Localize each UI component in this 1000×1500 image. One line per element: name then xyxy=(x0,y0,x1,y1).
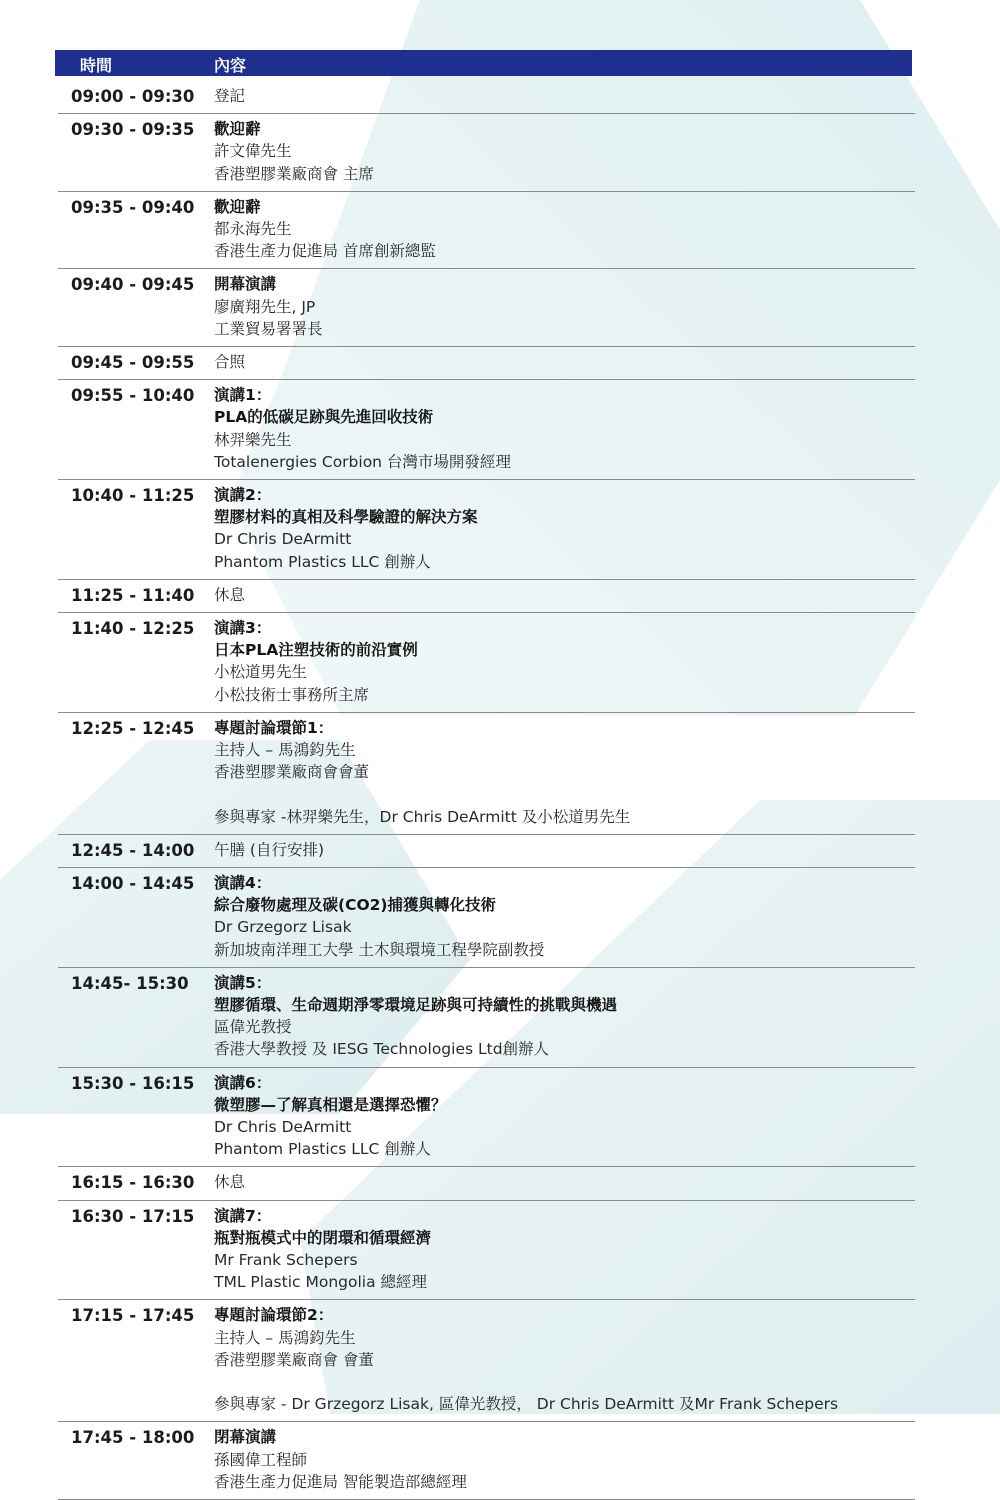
row-detail-line: 香港塑膠業廠商會 主席 xyxy=(214,164,374,183)
row-time: 14:45- 15:30 xyxy=(71,973,189,993)
schedule-row xyxy=(58,1068,915,1168)
row-detail-line: 合照 xyxy=(214,353,246,371)
row-detail-line: 新加坡南洋理工大學 土木與環境工程學院副教授 xyxy=(214,940,545,959)
row-content xyxy=(214,972,617,1061)
row-time: 14:00 - 14:45 xyxy=(71,874,195,893)
schedule-row xyxy=(58,1300,915,1422)
row-detail-line: 孫國偉工程師 xyxy=(214,1450,308,1469)
row-heading-line: 演講4： xyxy=(214,874,272,892)
row-time: 09:30 - 09:35 xyxy=(71,120,195,140)
row-detail-line: 小松技術士事務所主席 xyxy=(214,685,370,704)
row-heading-line: 閉幕演講 xyxy=(214,1428,277,1447)
row-heading-line: PLA的低碳足跡與先進回收技術 xyxy=(214,408,434,427)
row-heading-line: 綜合廢物處理及碳(CO2)捕獲與轉化技術 xyxy=(214,896,497,915)
row-detail-line: Dr Chris DeArmitt xyxy=(214,530,352,549)
row-content xyxy=(214,85,245,107)
header-time-label: 時間 xyxy=(80,56,113,75)
row-time: 09:00 - 09:30 xyxy=(71,87,195,106)
schedule-header xyxy=(55,50,912,76)
row-detail-line: 都永海先生 xyxy=(214,219,292,238)
row-detail-line: 香港大學教授 及 IESG Technologies Ltd創辦人 xyxy=(214,1040,550,1059)
row-time: 11:25 - 11:40 xyxy=(71,585,195,605)
row-detail-line: 林羿樂先生 xyxy=(214,430,292,449)
row-detail-line: 登記 xyxy=(214,87,246,105)
row-detail-line: 工業貿易署署長 xyxy=(214,319,323,338)
schedule-row xyxy=(58,613,915,713)
schedule-row xyxy=(58,347,915,380)
row-detail-line: Dr Grzegorz Lisak xyxy=(214,918,352,937)
schedule-row xyxy=(58,713,915,835)
row-detail-line: 廖廣翔先生, JP xyxy=(214,297,316,316)
row-time: 10:40 - 11:25 xyxy=(71,486,195,505)
row-detail-line: 參與專家 -林羿樂先生，Dr Chris DeArmitt 及小松道男先生 xyxy=(214,807,631,826)
row-heading-line: 歡迎辭 xyxy=(214,120,261,139)
row-detail-line xyxy=(214,1371,838,1393)
schedule-row xyxy=(58,1201,915,1301)
row-heading-line: 演講2： xyxy=(214,486,272,504)
row-content xyxy=(214,1171,245,1193)
row-detail-line: 午膳 (自行安排) xyxy=(214,840,325,859)
row-detail-line: 參與專家 - Dr Grzegorz Lisak, 區偉光教授， Dr Chris DeArmitt 及Mr Frank Schepers xyxy=(214,1395,839,1414)
row-heading-line: 歡迎辭 xyxy=(214,197,261,216)
row-heading-line: 演講5： xyxy=(214,973,272,992)
row-content xyxy=(214,872,544,961)
row-heading-line: 塑膠循環、生命週期淨零環境足跡與可持續性的挑戰與機遇 xyxy=(214,995,618,1014)
row-content xyxy=(214,717,630,828)
row-detail-line: 許文偉先生 xyxy=(214,142,292,161)
row-time: 12:45 - 14:00 xyxy=(71,840,195,860)
row-time: 09:45 - 09:55 xyxy=(71,353,195,372)
row-content xyxy=(214,273,323,340)
schedule-row xyxy=(58,81,915,114)
row-content xyxy=(214,351,245,373)
schedule-row xyxy=(58,192,915,270)
row-detail-line: 主持人 – 馬鴻鈞先生 xyxy=(214,1328,356,1347)
row-content xyxy=(214,1072,447,1161)
row-time: 15:30 - 16:15 xyxy=(71,1073,195,1093)
row-time: 17:45 - 18:00 xyxy=(71,1428,195,1448)
schedule-row xyxy=(58,480,915,580)
row-content xyxy=(214,484,478,573)
row-content xyxy=(214,1205,431,1294)
row-time: 09:55 - 10:40 xyxy=(71,386,195,406)
schedule-row xyxy=(58,580,915,613)
schedule-row xyxy=(58,1167,915,1200)
row-time: 17:15 - 17:45 xyxy=(71,1306,195,1326)
row-detail-line: 休息 xyxy=(214,1173,246,1192)
row-detail-line: Dr Chris DeArmitt xyxy=(214,1117,352,1136)
row-detail-line: 主持人 – 馬鴻鈞先生 xyxy=(214,740,356,759)
schedule-row xyxy=(58,380,915,480)
row-detail-line: 香港塑膠業廠商會會董 xyxy=(214,763,370,782)
row-time: 11:40 - 12:25 xyxy=(71,619,195,638)
row-detail-line: 香港生產力促進局 智能製造部總經理 xyxy=(214,1472,467,1491)
header-content-label: 內容 xyxy=(214,56,247,75)
row-heading-line: 專題討論環節2： xyxy=(214,1306,334,1325)
row-content xyxy=(214,196,436,263)
row-time: 09:40 - 09:45 xyxy=(71,275,195,295)
row-detail-line: 區偉光教授 xyxy=(214,1018,292,1037)
row-content xyxy=(214,1426,467,1493)
row-detail-line: Phantom Plastics LLC 創辦人 xyxy=(214,1140,431,1159)
row-time: 09:35 - 09:40 xyxy=(71,197,195,217)
row-heading-line: 演講1： xyxy=(214,386,272,405)
row-heading-line: 塑膠材料的真相及科學驗證的解決方案 xyxy=(214,508,478,527)
row-content xyxy=(214,584,245,606)
row-time: 12:25 - 12:45 xyxy=(71,718,195,738)
row-content xyxy=(214,1304,838,1415)
row-detail-line: 香港塑膠業廠商會 會董 xyxy=(214,1350,374,1369)
row-detail-line: Mr Frank Schepers xyxy=(214,1250,358,1269)
schedule-row xyxy=(58,114,915,192)
schedule-row xyxy=(58,1422,915,1500)
row-detail-line xyxy=(214,783,630,805)
row-heading-line: 日本PLA注塑技術的前沿實例 xyxy=(214,641,418,660)
row-heading-line: 演講3： xyxy=(214,619,272,637)
schedule-row xyxy=(58,868,915,968)
row-content xyxy=(214,118,374,185)
row-detail-line: 休息 xyxy=(214,585,246,604)
row-heading-line: 微塑膠—了解真相還是選擇恐懼？ xyxy=(214,1095,447,1114)
schedule-row xyxy=(58,835,915,868)
row-content xyxy=(214,839,324,861)
row-detail-line: 香港生產力促進局 首席創新總監 xyxy=(214,242,436,261)
row-content xyxy=(214,617,418,706)
row-time: 16:30 - 17:15 xyxy=(71,1206,195,1226)
schedule-row xyxy=(58,269,915,347)
row-heading-line: 演講7： xyxy=(214,1206,272,1225)
row-heading-line: 演講6： xyxy=(214,1073,272,1092)
row-detail-line: TML Plastic Mongolia 總經理 xyxy=(214,1273,428,1292)
schedule-row xyxy=(58,968,915,1068)
row-content xyxy=(214,384,511,473)
row-detail-line: 小松道男先生 xyxy=(214,663,308,682)
row-detail-line: Phantom Plastics LLC 創辦人 xyxy=(214,552,431,571)
row-heading-line: 開幕演講 xyxy=(214,275,277,294)
row-heading-line: 瓶對瓶模式中的閉環和循環經濟 xyxy=(214,1228,432,1247)
row-detail-line: Totalenergies Corbion 台灣市場開發經理 xyxy=(214,452,511,471)
row-heading-line: 專題討論環節1： xyxy=(214,718,334,737)
row-time: 16:15 - 16:30 xyxy=(71,1173,195,1193)
